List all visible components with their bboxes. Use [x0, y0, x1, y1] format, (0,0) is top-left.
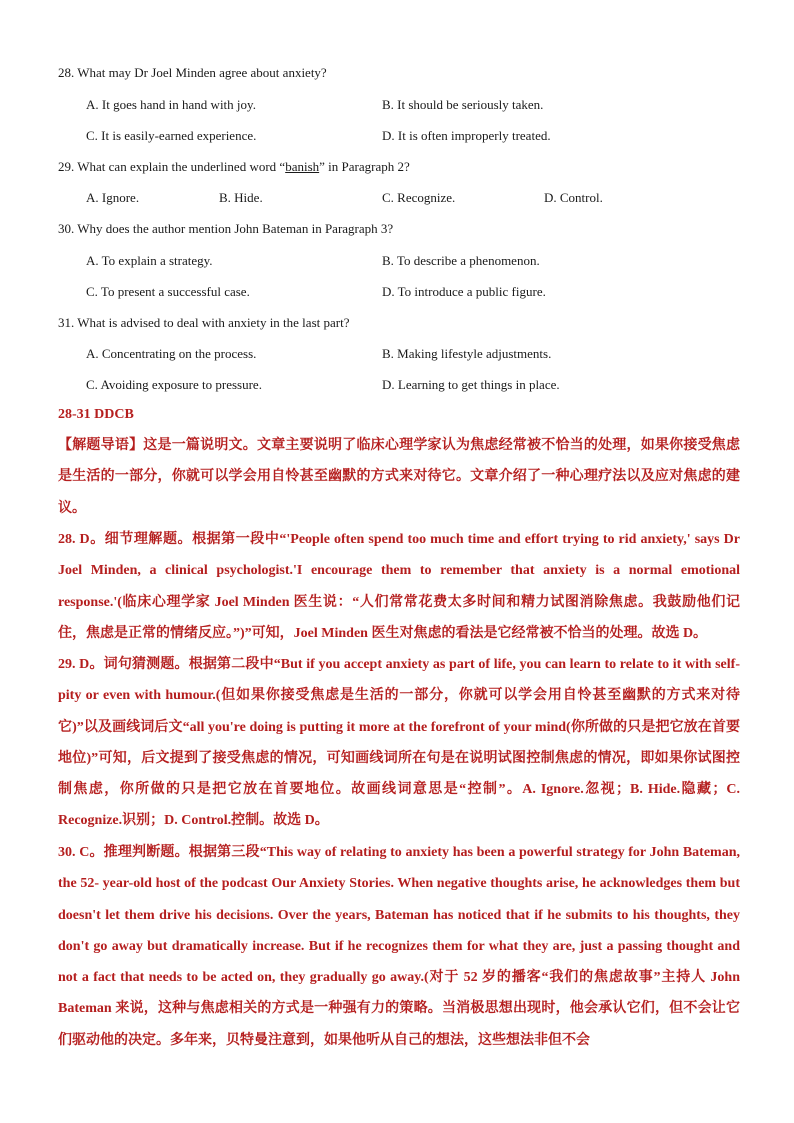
question-30-option-a: A. To explain a strategy. — [86, 253, 213, 268]
question-30-option-b: B. To describe a phenomenon. — [382, 253, 540, 268]
question-29-option-a: A. Ignore. — [86, 190, 140, 205]
question-29-option-b: B. Hide. — [219, 190, 263, 205]
solution-guide — [58, 430, 740, 524]
explanation-29: 29. D。词句猜测题。根据第二段中“But if you accept anxiety as part of life, you can learn to relate to it with self-pity or even with humour.(但如果你接受焦虑是生活的一部分，你就可以学会用自怜甚至幽默的方式来对待它)”以及画线词后文“all you're doing is putting it more at the forefront of your mind(你所做的只是把它放在首要地位)”可知，后文提到了接受焦虑的情况，可知画线词所在句是在说明试图控制焦虑的情况，即如果你试图控制焦虑，你所做的只是把它放在首要地位。故画线词意思是“控制”。A. Ignore.忽视；B. Hide.隐藏；C. Recognize.识别；D. Control.控制。故选 D。 — [58, 657, 740, 829]
question-28-stem: 28. What may Dr Joel Minden agree about anxiety? — [58, 65, 327, 80]
question-29-option-d: D. Control. — [544, 190, 603, 205]
explanation-30: 30. C。推理判断题。根据第三段“This way of relating to anxiety has been a powerful strategy for John Bateman, the 52- year-old host of the podcast Our Anxiety Stories. When negative thoughts arise, he acknowledges them but doesn't let them drive his decisions. Over the years, Bateman has noticed that if he submits to his thoughts, they don't go away but dramatically increase. But if he recognizes them for what they are, just a passing thought and not a fact that needs to be acted on, they gradually go away.(对于 52 岁的播客“我们的焦虑故事”主持人 John Bateman 来说，这种与焦虑相关的方式是一种强有力的策略。当消极思想出现时，他会承认它们，但不会让它们驱动他的决定。多年来，贝特曼注意到，如果他听从自己的想法，这些想法非但不会 — [58, 845, 740, 1048]
question-30-stem: 30. Why does the author mention John Bateman in Paragraph 3? — [58, 221, 394, 236]
question-28-option-c: C. It is easily-earned experience. — [86, 128, 257, 143]
question-29-option-c: C. Recognize. — [382, 190, 456, 205]
question-30-option-d: D. To introduce a public figure. — [382, 284, 546, 299]
question-31-stem: 31. What is advised to deal with anxiety in the last part? — [58, 315, 350, 330]
question-29-stem: 29. What can explain the underlined word “banish” in Paragraph 2? — [58, 159, 410, 174]
question-30-option-c: C. To present a successful case. — [86, 284, 250, 299]
question-28-option-b: B. It should be seriously taken. — [382, 97, 544, 112]
solution-guide-label: 【解题导语】 — [58, 438, 144, 453]
solution-guide-text: 这是一篇说明文。文章主要说明了临床心理学家认为焦虑经常被不恰当的处理，如果你接受焦虑是生活的一部分，你就可以学会用自怜甚至幽默的方式来对待它。文章介绍了一种心理疗法以及应对焦虑的建议。 — [58, 438, 741, 516]
explanation-28: 28. D。细节理解题。根据第一段中“'People often spend too much time and effort trying to rid anxiety,' says Dr Joel Minden, a clinical psychologist.'I encourage them to remember that anxiety is a normal emotional response.'(临床心理学家 Joel Minden 医生说：“人们常常花费太多时间和精力试图消除焦虑。我鼓励他们记住，焦虑是正常的情绪反应。”)”可知，Joel Minden 医生对焦虑的看法是它经常被不恰当的处理。故选 D。 — [58, 532, 740, 641]
question-31-option-a: A. Concentrating on the process. — [86, 346, 257, 361]
question-28-option-d: D. It is often improperly treated. — [382, 128, 551, 143]
question-28-option-a: A. It goes hand in hand with joy. — [86, 97, 256, 112]
question-31-option-c: C. Avoiding exposure to pressure. — [86, 377, 262, 392]
answer-key: 28-31 DDCB — [58, 407, 134, 422]
question-31-option-d: D. Learning to get things in place. — [382, 377, 560, 392]
question-31-option-b: B. Making lifestyle adjustments. — [382, 346, 552, 361]
